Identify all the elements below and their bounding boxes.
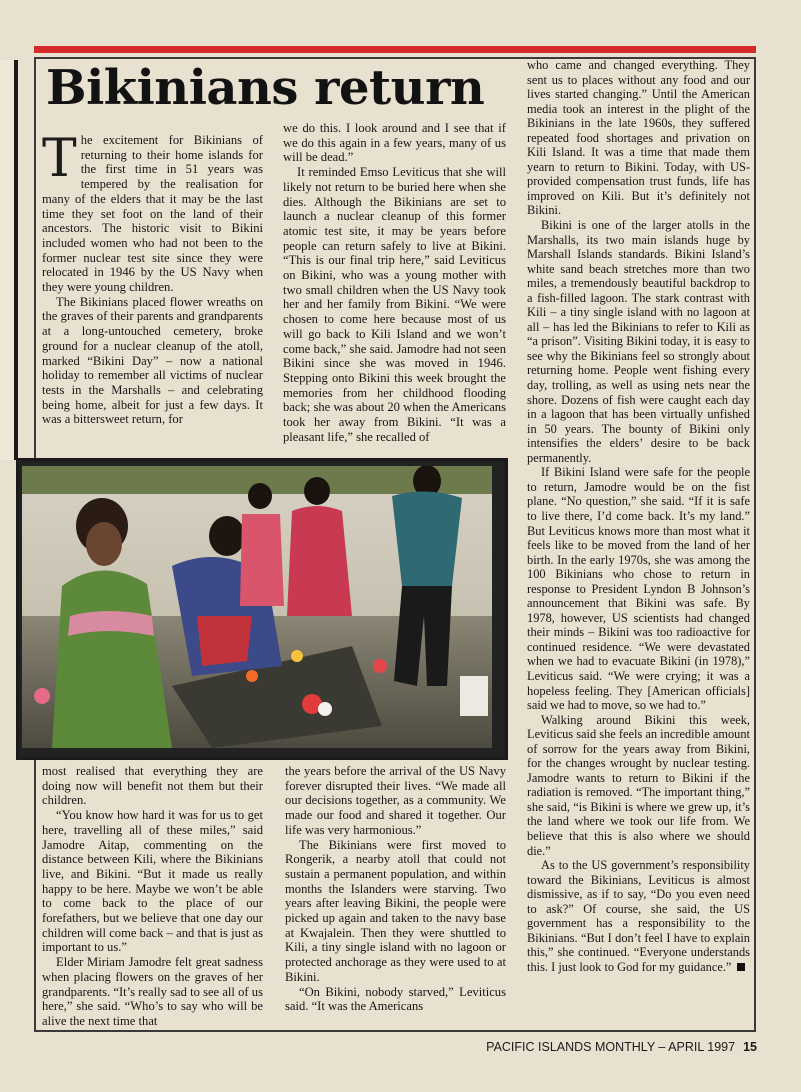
paragraph: “On Bikini, nobody starved,” Leviticus said. “It was the Americans bbox=[285, 984, 506, 1014]
column-2-bottom bbox=[285, 764, 506, 1029]
paragraph: Bikini is one of the larger atolls in the Marshalls, its two main islands huge by Marshall Islands standards. Bikini Island’s white sand beach stretches more than two miles, a tremendously beautiful backdrop to a fish-filled lagoon. The stark contrast with Kili – a tiny single island with no lagoon at all – has led the Bikinians to refer to Kili as “a prison”. Visiting Bikini today, it is easy to see why the Bikinians feel so strongly about returning home. People went fishing every day, trolling, as well as using nets near the shore. Dozens of fish were caught each day in a lagoon that has been virtually unfished in 50 years. The bounty of Bikini only intensifies the elders’ desire to be back permanently. bbox=[527, 218, 750, 465]
column-3 bbox=[527, 58, 750, 1026]
left-margin-strip bbox=[0, 60, 18, 460]
paragraph: As to the US government’s responsibility toward the Bikinians, Leviticus is almost dismissive, as if to say, “Do you even need to ask?” Of course, she said, the US government has a responsibility to the Bikinians. “But I don’t feel I have to explain this,” she continued. “Everyone understands this. I just look to God for my guidance.” bbox=[527, 858, 750, 974]
header-rule bbox=[34, 46, 756, 53]
paragraph: the years before the arrival of the US Navy forever disrupted their lives. “We made all our decisions together, as a community. We made our food and shared it together. Our life was very harmonious.” bbox=[285, 764, 506, 837]
paragraph: “You know how hard it was for us to get here, travelling all of these miles,” said Jamodre Aitap, commenting on the distance between Kili, where the Bikinians live, and Bikini. “But it made us really happy to be here. Maybe we won’t be able to come back to the place of our forefathers, but we believe that one day our children will come back – and that is just as important to us.” bbox=[42, 808, 263, 955]
column-2-top bbox=[283, 121, 506, 455]
paragraph: The excitement for Bikinians of returning to their home islands for the first time in 51 years was tempered by the realisation for many of the elders that it may be the last time they set foot on the land of their ancestors. The historic visit to Bikini included women who had not been to the former nuclear test site since they were relocated in 1946 by the US Navy when they were young children. bbox=[42, 133, 263, 295]
column-1-top bbox=[42, 133, 263, 445]
paragraph: The Bikinians were first moved to Rongerik, a nearby atoll that could not sustain a permanent population, and within months the Islanders were starving. Two years after leaving Bikini, the people were picked up again and taken to the navy base at Kwajalein. Then they were shuttled to Kili, a tiny single island with no lagoon or protected anchorage as they were used to at Bikini. bbox=[285, 837, 506, 984]
paragraph: most realised that everything they are doing now will benefit not them but their children. bbox=[42, 764, 263, 808]
paragraph: we do this. I look around and I see that if we do this again in a few years, many of us will be dead.” bbox=[283, 121, 506, 165]
headline: Bikinians return bbox=[46, 60, 485, 116]
paragraph: Elder Miriam Jamodre felt great sadness when placing flowers on the graves of her grandparents. “It’s really sad to see all of us here,” she said. “Who’s to say who will be alive the next time that bbox=[42, 955, 263, 1028]
paragraph: who came and changed everything. They sent us to places without any food and our lives started changing.” Until the American media took an interest in the plight of the Bikinians in the late 1960s, they suffered repeated food shortages and privation on Kili Island. It was a time that made them yearn to return to Bikini. Today, with US-provided compensation trust funds, life has improved on Kili. But it’s definitely not Bikini. bbox=[527, 58, 750, 218]
cemetery-photo bbox=[22, 466, 492, 748]
paragraph: It reminded Emso Leviticus that she will likely not return to be buried here when she dies. Although the Bikinians are set to launch a nuclear cleanup of this former atomic test site, it may be years before people can return safely to live at Bikini. “This is our final trip here,” said Leviticus on Bikini, who was a young mother with two small children when the US Navy took her and her family from Bikini. “We were chosen to come here because most of us will go back to Kili Island and we won’t come back,” she said. Jamodre had not seen Bikini since she was moved in 1946. Stepping onto Bikini this week brought the memories from her childhood flooding back; she was about 20 when the Americans took her away from Bikini. “It was a pleasant life,” she recalled of bbox=[283, 165, 506, 444]
page-number: 15 bbox=[743, 1040, 757, 1054]
column-1-bottom bbox=[42, 764, 263, 1029]
paragraph: If Bikini Island were safe for the people to return, Jamodre would be on the fist plane. “No question,” she said. “If it is safe to live there, I’d come back. It’s my land.” But Leviticus knows more than most what it feels like to be moved from the land of her birth. In the early 1970s, she was among the 100 Bikinians who chose to return in response to President Lyndon B Johnson’s announcement that Bikini was safe. By 1978, however, US scientists had changed their minds – Bikini was too radioactive for continued residence. “We were devastated when we had to evacuate Bikini (in 1978),” Leviticus said. “We were crying; it was a hopeless feeling. They [American officials] said we had to move, so we had to.” bbox=[527, 465, 750, 713]
publication-name: PACIFIC ISLANDS MONTHLY – APRIL 1997 bbox=[486, 1040, 736, 1054]
paragraph: Walking around Bikini this week, Leviticus said she feels an incredible amount of sorrow for the years away from Bikini, for the changes wrought by nuclear testing. Jamodre wants to return to Bikini if the radiation is removed. “The important thing,” she said, “is Bikini is where we grew up, it’s the land where we took our life from. We believe that this is also where we should die.” bbox=[527, 712, 750, 858]
drop-cap: T bbox=[42, 133, 77, 189]
paragraph: The Bikinians placed flower wreaths on the graves of their parents and grandparents at a long-untouched cemetery, broke ground for a nuclear cleanup of the atoll, marked “Bikini Day” – now a national holiday to remember all victims of nuclear tests in the Marshalls – and celebrating being home, albeit for just a few days. It was a bittersweet return, for bbox=[42, 294, 263, 427]
page-footer bbox=[486, 1040, 757, 1054]
end-of-article-mark bbox=[737, 963, 745, 971]
